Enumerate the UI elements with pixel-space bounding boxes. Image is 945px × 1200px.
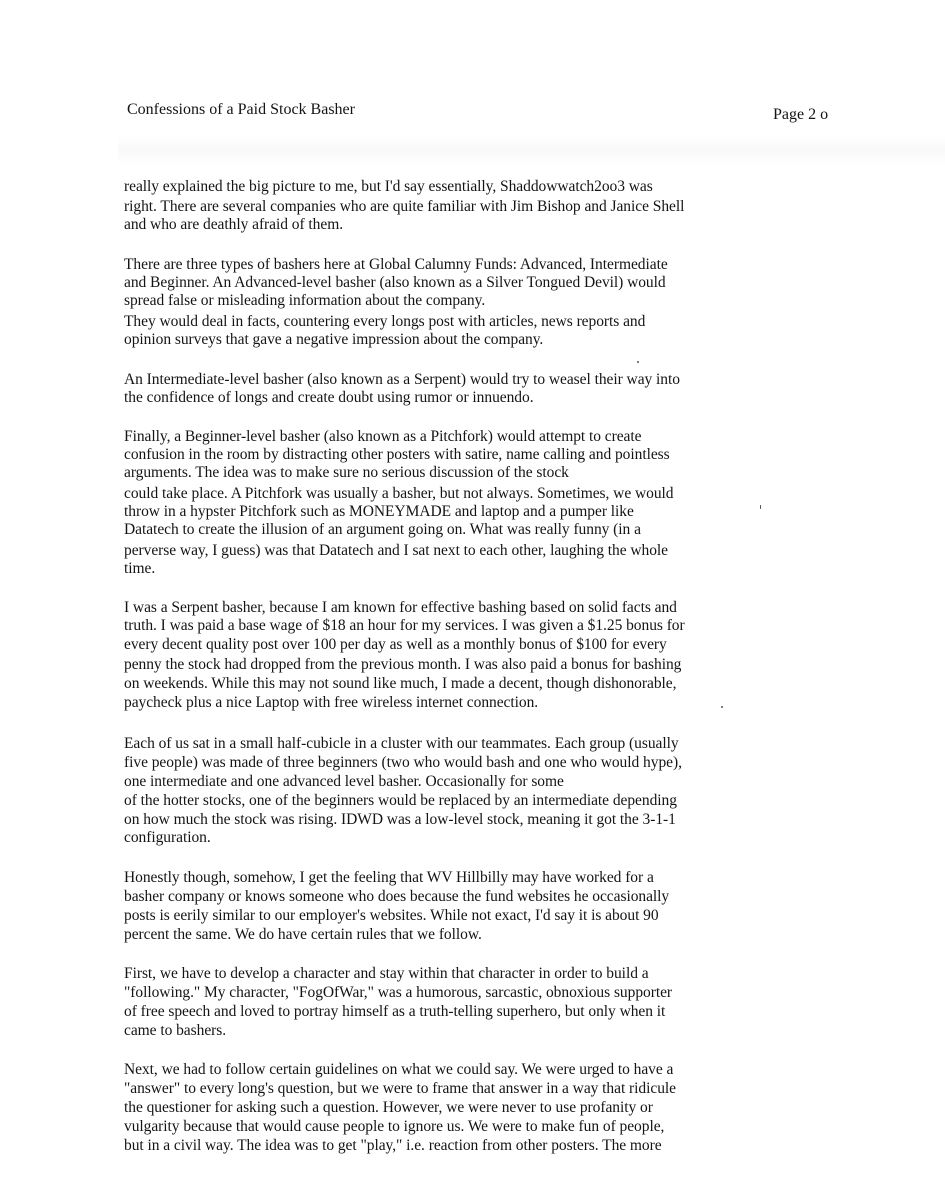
text-line: "following." My character, "FogOfWar," was a humorous, sarcastic, obnoxious supporter — [124, 984, 673, 1001]
text-line: confusion in the room by distracting other posters with satire, name calling and pointless — [124, 446, 670, 463]
text-line: right. There are several companies who are quite familiar with Jim Bishop and Janice Shell — [124, 198, 685, 215]
text-line: and who are deathly afraid of them. — [124, 216, 344, 233]
text-line: An Intermediate-level basher (also known as a Serpent) would try to weasel their way into — [124, 371, 680, 388]
text-line: came to bashers. — [124, 1022, 227, 1039]
text-line: They would deal in facts, countering every longs post with articles, news reports and — [124, 313, 646, 330]
text-line: I was a Serpent basher, because I am known for effective bashing based on solid facts and — [124, 599, 677, 616]
text-line: percent the same. We do have certain rules that we follow. — [124, 926, 482, 943]
text-line: vulgarity because that would cause people to ignore us. We were to make fun of people, — [124, 1118, 665, 1135]
text-line: but in a civil way. The idea was to get "play," i.e. reaction from other posters. The more — [124, 1137, 662, 1154]
text-line: paycheck plus a nice Laptop with free wireless internet connection. — [124, 694, 539, 711]
text-line: on weekends. While this may not sound like much, I made a decent, though dishonorable, — [124, 675, 677, 692]
text-line: Finally, a Beginner-level basher (also known as a Pitchfork) would attempt to create — [124, 428, 642, 445]
scan-speck — [721, 706, 723, 708]
scan-speck — [760, 505, 761, 509]
text-line: arguments. The idea was to make sure no serious discussion of the stock — [124, 464, 569, 481]
text-line: posts is eerily similar to our employer's websites. While not exact, I'd say it is about 90 — [124, 907, 659, 924]
text-line: configuration. — [124, 829, 211, 846]
header-page-number: Page 2 o — [773, 106, 829, 123]
text-line: Datatech to create the illusion of an argument going on. What was really funny (in a — [124, 521, 641, 538]
text-line: every decent quality post over 100 per day as well as a monthly bonus of $100 for every — [124, 636, 667, 653]
text-line: opinion surveys that gave a negative impression about the company. — [124, 331, 544, 348]
text-line: perverse way, I guess) was that Datatech and I sat next to each other, laughing the whole — [124, 542, 668, 559]
text-line: "answer" to every long's question, but we were to frame that answer in a way that ridicule — [124, 1080, 676, 1097]
text-line: on how much the stock was rising. IDWD was a low-level stock, meaning it got the 3-1-1 — [124, 811, 676, 828]
text-line: penny the stock had dropped from the previous month. I was also paid a bonus for bashing — [124, 656, 682, 673]
header-title: Confessions of a Paid Stock Basher — [127, 101, 355, 118]
text-line: truth. I was paid a base wage of $18 an hour for my services. I was given a $1.25 bonus for — [124, 617, 685, 634]
text-line: basher company or knows someone who does because the fund websites he occasionally — [124, 888, 670, 905]
text-line: the confidence of longs and create doubt using rumor or innuendo. — [124, 389, 534, 406]
scan-shadow — [118, 135, 945, 165]
text-line: throw in a hypster Pitchfork such as MONEYMADE and laptop and a pumper like — [124, 503, 634, 520]
scan-speck — [637, 361, 639, 363]
text-line: really explained the big picture to me, but I'd say essentially, Shaddowwatch2oo3 was — [124, 178, 653, 195]
text-line: could take place. A Pitchfork was usually a basher, but not always. Sometimes, we would — [124, 485, 674, 502]
text-line: There are three types of bashers here at Global Calumny Funds: Advanced, Intermediate — [124, 256, 668, 273]
text-line: First, we have to develop a character and stay within that character in order to build a — [124, 965, 649, 982]
text-line: spread false or misleading information about the company. — [124, 292, 486, 309]
text-line: one intermediate and one advanced level basher. Occasionally for some — [124, 773, 564, 790]
text-line: of the hotter stocks, one of the beginners would be replaced by an intermediate depending — [124, 792, 677, 809]
text-line: the questioner for asking such a question. However, we were never to use profanity or — [124, 1099, 653, 1116]
text-line: Next, we had to follow certain guidelines on what we could say. We were urged to have a — [124, 1061, 674, 1078]
text-line: Each of us sat in a small half-cubicle in a cluster with our teammates. Each group (usually — [124, 735, 679, 752]
text-line: time. — [124, 560, 156, 577]
text-line: Honestly though, somehow, I get the feeling that WV Hillbilly may have worked for a — [124, 869, 654, 886]
text-line: of free speech and loved to portray himself as a truth-telling superhero, but only when it — [124, 1003, 666, 1020]
text-line: five people) was made of three beginners (two who would bash and one who would hype), — [124, 754, 682, 771]
text-line: and Beginner. An Advanced-level basher (also known as a Silver Tongued Devil) would — [124, 274, 666, 291]
